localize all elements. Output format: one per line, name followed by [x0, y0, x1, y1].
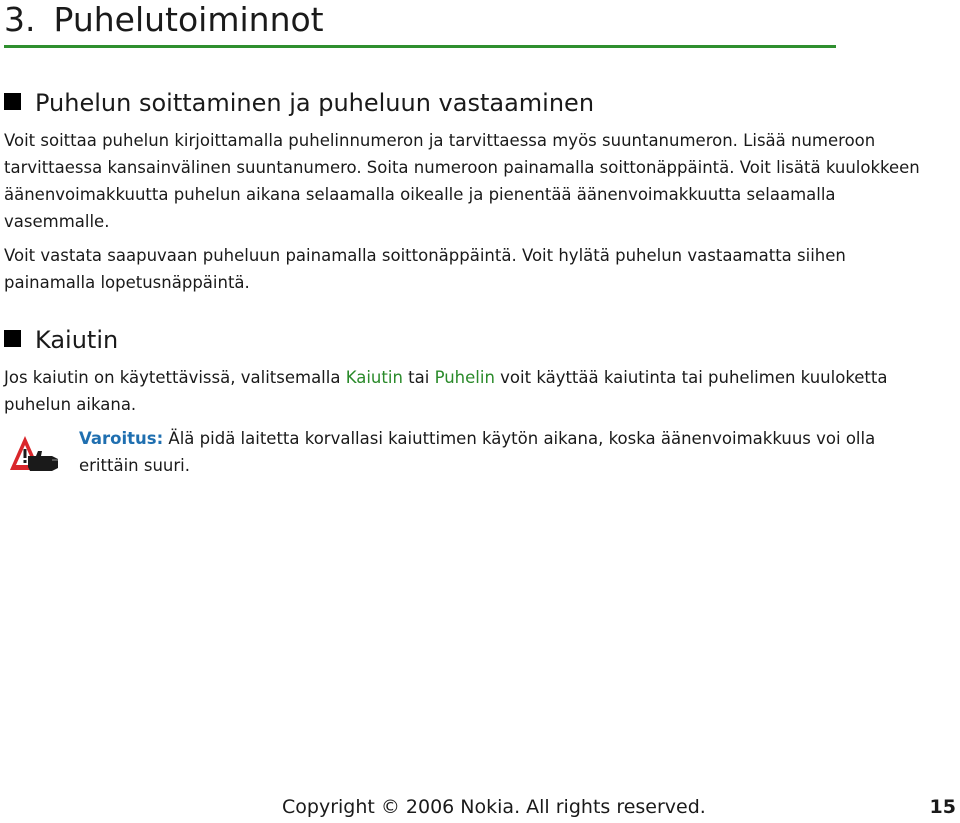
chapter-title: [4, 0, 324, 40]
section-heading-speaker-text: Kaiutin: [35, 326, 119, 354]
option-kaiutin: Kaiutin: [345, 368, 403, 387]
warning-body: Älä pidä laitetta korvallasi kaiuttimen käytön aikana, koska äänenvoimakkuus voi olla erittäin suuri.: [79, 429, 876, 475]
speaker-text-before: Jos kaiutin on käytettävissä, valitsemalla: [4, 368, 346, 387]
section-heading-speaker: [4, 325, 118, 355]
speaker-text-after: voit käyttää kaiutinta tai puhelimen kuuloketta puhelun aikana.: [4, 368, 888, 414]
title-divider: [4, 45, 836, 48]
copyright-notice: Copyright © 2006 Nokia. All rights reserved.: [282, 796, 706, 818]
warning-note: [79, 425, 929, 479]
speaker-paragraph: [4, 364, 934, 418]
square-bullet-icon: [4, 330, 21, 347]
warning-label: Varoitus:: [79, 429, 164, 448]
square-bullet-icon: [4, 93, 21, 110]
chapter-title-text: Puhelutoiminnot: [53, 0, 324, 39]
calls-paragraph-2: Voit vastata saapuvaan puheluun painamalla soittonäppäintä. Voit hylätä puhelun vastaamatta siihen painamalla lopetusnäppäintä.: [4, 246, 846, 292]
warning-triangle-hand-icon: [8, 434, 62, 474]
page-number: 15: [929, 796, 956, 818]
section-heading-calls: [4, 88, 594, 118]
calls-paragraph-1: Voit soittaa puhelun kirjoittamalla puhelinnumeron ja tarvittaessa myös suuntanumeron. Lisää numeroon tarvittaessa kansainvälinen suuntanumero. Soita numeroon painamalla soittonäppäintä. Voit lisätä kuulokkeen äänenvoimakkuutta puhelun aikana selaamalla oikealle ja pienentää äänenvoimakkuutta selaamalla vasemmalle.: [4, 131, 920, 231]
speaker-text-middle: tai: [402, 368, 435, 387]
chapter-number: 3.: [4, 0, 36, 39]
section-heading-calls-text: Puhelun soittaminen ja puheluun vastaaminen: [35, 89, 595, 117]
option-puhelin: Puhelin: [434, 368, 495, 387]
